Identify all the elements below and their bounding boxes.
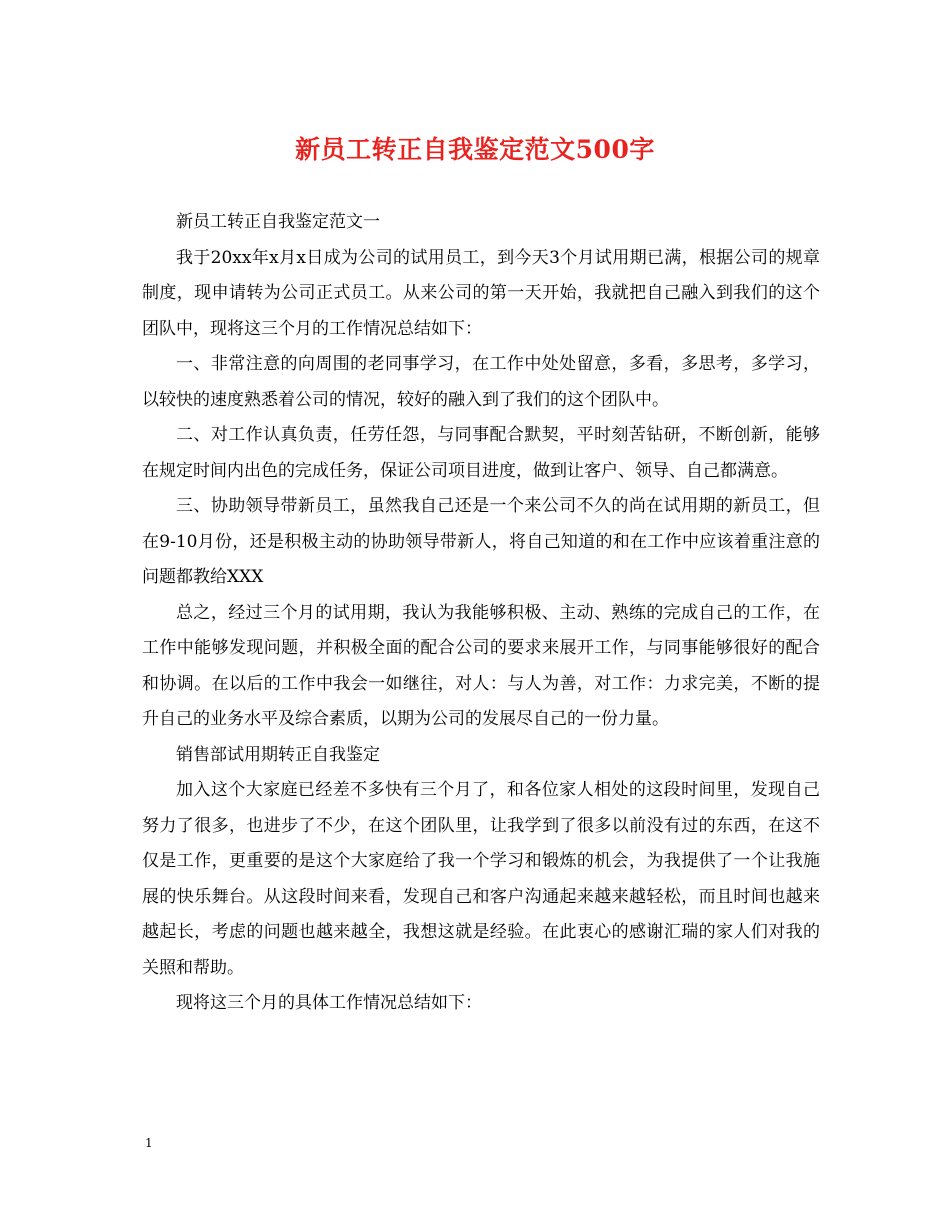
paragraph-point-3: 三、协助领导带新员工，虽然我自己还是一个来公司不久的尚在试用期的新员工，但在9-10月份，还是积极主动的协助领导带新人，将自己知道的和在工作中应该着重注意的问题都教给XXX [142,496,820,587]
page-number: 1 [145,1136,153,1150]
section-heading-2: 销售部试用期转正自我鉴定 [176,744,380,765]
paragraph-summary: 总之，经过三个月的试用期，我认为我能够积极、主动、熟练的完成自己的工作，在工作中能够发现问题，并积极全面的配合公司的要求来展开工作，与同事能够很好的配合和协调。在以后的工作中我会一如继往，对人：与人为善，对工作：力求完美，不断的提升自己的业务水平及综合素质，以期为公司的发展尽自己的一份力量。 [142,602,820,729]
document-body [142,205,820,1022]
paragraph-sales-intro: 加入这个大家庭已经差不多快有三个月了，和各位家人相处的这段时间里，发现自己努力了很多，也进步了不少，在这个团队里，让我学到了很多以前没有过的东西，在这不仅是工作，更重要的是这个大家庭给了我一个学习和锻炼的机会，为我提供了一个让我施展的快乐舞台。从这段时间来看，发现自己和客户沟通起来越来越轻松，而且时间也越来越起长，考虑的问题也越来越全，我想这就是经验。在此衷心的感谢汇瑞的家人们对我的关照和帮助。 [142,780,820,978]
paragraph-sales-lead: 现将这三个月的具体工作情况总结如下： [176,993,482,1013]
document-title: 新员工转正自我鉴定范文500字 [295,135,655,164]
paragraph-point-1: 一、非常注意的向周围的老同事学习，在工作中处处留意，多看，多思考，多学习，以较快的速度熟悉着公司的情况，较好的融入到了我们的这个团队中。 [142,354,820,410]
paragraph-intro: 我于20xx年x月x日成为公司的试用员工，到今天3个月试用期已满，根据公司的规章制度，现申请转为公司正式员工。从来公司的第一天开始，我就把自己融入到我们的这个团队中，现将这三个月的工作情况总结如下： [142,247,820,339]
section-heading-1: 新员工转正自我鉴定范文一 [176,212,380,232]
paragraph-point-2: 二、对工作认真负责，任劳任怨，与同事配合默契，平时刻苦钻研，不断创新，能够在规定时间内出色的完成任务，保证公司项目进度，做到让客户、领导、自己都满意。 [142,425,820,481]
